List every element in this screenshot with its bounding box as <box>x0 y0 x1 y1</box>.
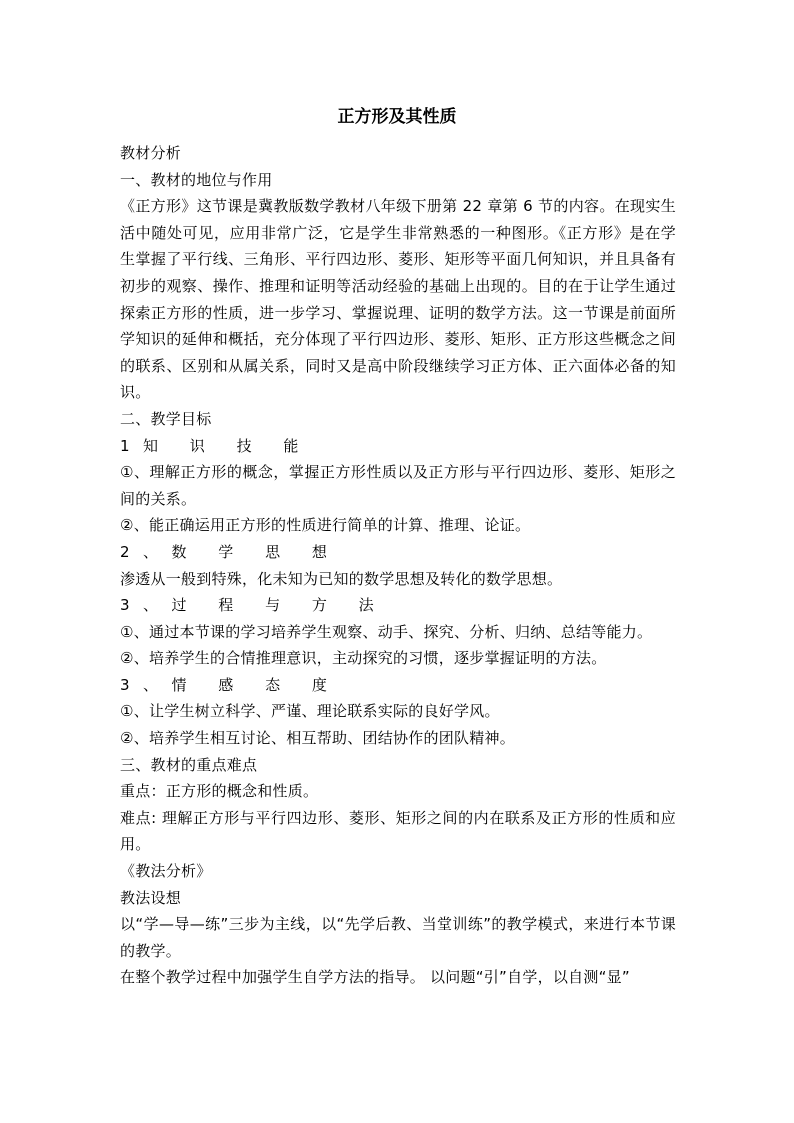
paragraph-key-point: 重点：正方形的概念和性质。 <box>120 782 319 801</box>
section-heading-teaching-method-analysis: 《教法分析》 <box>120 862 212 881</box>
list-item-attitude-2: ②、培养学生相互讨论、相互帮助、团结协作的团队精神。 <box>120 729 515 748</box>
document-body <box>120 140 676 991</box>
list-item-goal-1: ①、理解正方形的概念，掌握正方形性质以及正方形与平行四边形、菱形、矩形之间的关系。 <box>120 463 676 508</box>
section-heading-status-and-role: 一、教材的地位与作用 <box>120 170 273 189</box>
paragraph-math-thinking: 渗透从一般到特殊，化未知为已知的数学思想及转化的数学思想。 <box>120 569 563 588</box>
subheading-attitude: 3、情 感 态 度 <box>120 675 341 694</box>
list-item-process-2: ②、培养学生的合情推理意识，主动探究的习惯，逐步掌握证明的方法。 <box>120 649 607 668</box>
list-item-attitude-1: ①、让学生树立科学、严谨、理论联系实际的良好学风。 <box>120 702 500 721</box>
list-item-process-1: ①、通过本节课的学习培养学生观察、动手、探究、分析、归纳、总结等能力。 <box>120 622 653 641</box>
paragraph-teaching-mode: 以“学—导—练”三步为主线，以“先学后教、当堂训练”的教学模式，来进行本节课的教学。 <box>120 915 676 960</box>
section-heading-key-points: 三、教材的重点难点 <box>120 755 258 774</box>
list-item-goal-2: ②、能正确运用正方形的性质进行简单的计算、推理、论证。 <box>120 516 531 535</box>
paragraph-difficult-point: 难点: 理解正方形与平行四边形、菱形、矩形之间的内在联系及正方形的性质和应用。 <box>120 808 676 854</box>
paragraph-self-study-guidance: 在整个教学过程中加强学生自学方法的指导。 以问题“引”自学，以自测“显” <box>120 968 630 987</box>
subheading-math-thinking: 2、数 学 思 想 <box>120 542 341 561</box>
section-heading-textbook-analysis: 教材分析 <box>120 144 182 162</box>
subheading-process-method: 3、过 程 与 方 法 <box>120 596 388 615</box>
document-title: 正方形及其性质 <box>337 107 457 127</box>
paragraph-status-and-role: 《正方形》这节课是冀教版数学教材八年级下册第 22 章第 6 节的内容。在现实生活中随处可见，应用非常广泛，它是学生非常熟悉的一种图形。《正方形》是在学生掌握了平行线、三角形、平行四边形、菱形、矩形等平面几何知识，并且具备有初步的观察、操作、推理和证明等活动经验的基础上出现的。目的在于让学生通过探索正方形的性质，进一步学习、掌握说理、证明的数学方法。这一节课是前面所学知识的延伸和概括，充分体现了平行四边形、菱形、矩形、正方形这些概念之间的联系、区别和从属关系，同时又是高中阶段继续学习正方体、正六面体必备的知识。 <box>120 197 676 402</box>
subheading-knowledge-skills: 1知 识 技 能 <box>120 436 312 455</box>
section-heading-teaching-goals: 二、教学目标 <box>120 409 212 428</box>
subheading-teaching-method-idea: 教法设想 <box>120 888 182 907</box>
